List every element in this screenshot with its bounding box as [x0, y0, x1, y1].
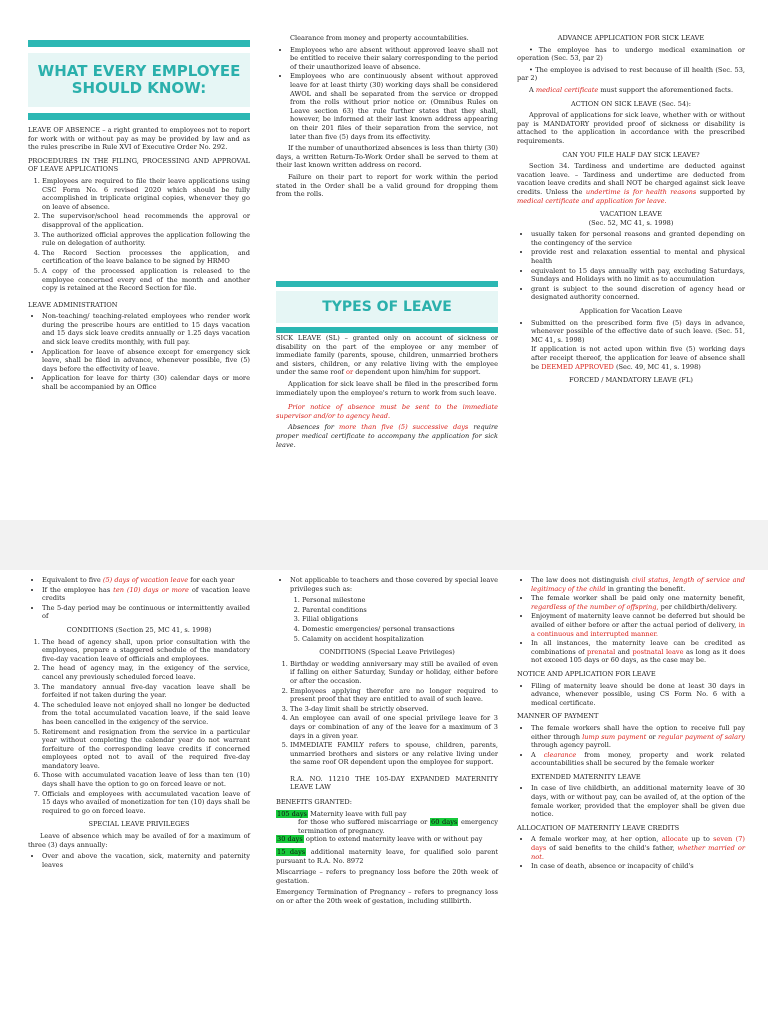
leave-of-absence-definition: LEAVE OF ABSENCE – a right granted to employees not to report for work with or without pay as may be provided by law and as the rules prescribe in Rule XVI of Executive Order No. 292. — [28, 126, 250, 152]
list-item: • In all instances, the maternity leave can be credited as combinations of prenatal and postnatal leave as long as it does not exceed 105 days or 60 days, as the case may be. — [531, 639, 745, 665]
procedures-heading: PROCEDURES IN THE FILING, PROCESSING AND APPROVAL OF LEAVE APPLICATIONS — [28, 156, 250, 174]
list-item: • If the employee has ten (10) days or more of vacation leave credits — [42, 586, 250, 603]
list-item: • usually taken for personal reasons and granted depending on the contingency of the service — [531, 230, 745, 247]
action-on-sick-leave-heading: ACTION ON SICK LEAVE (Sec. 54): — [571, 99, 691, 108]
conditions-spl-heading: CONDITIONS (Special Leave Privileges) — [319, 648, 455, 657]
list-item: • In case of death, absence or incapacity of child's — [531, 862, 745, 871]
conditions-list — [28, 638, 250, 816]
leave-administration-heading: LEAVE ADMINISTRATION — [28, 300, 118, 309]
column-1 — [28, 126, 250, 395]
maternity-law-heading: R.A. NO. 11210 THE 105-DAY EXPANDED MATERNITY LEAVE LAW — [290, 774, 498, 792]
list-item: • Application for leave of absence except for emergency sick leave, shall be filed in advance, whenever possible, five (5) days before the effectivity of leave. — [42, 348, 250, 374]
privilege-types-list — [276, 596, 498, 643]
notice-list — [517, 682, 745, 708]
list-item: 7. Officials and employees with accumulated vacation leave of 15 days who availed of monetization for ten (10) days shall be required to go on forced leave. — [42, 790, 250, 816]
list-item: • Non-teaching/ teaching-related employees who render work during the prescribe hours are entitled to 15 days vacation and 15 days sick leave credits annually or 1.25 days vacation and sick leave credits monthly, with full pay. — [42, 312, 250, 346]
list-item: • Enjoyment of maternity leave cannot be deferred but should be availed of either before or after the actual period of delivery, in a continuous and interrupted manner. — [531, 612, 745, 638]
list-item: • Not applicable to teachers and those covered by special leave privileges such as: — [290, 576, 498, 593]
application-vacation-list — [517, 319, 745, 372]
medical-certificate-text: A medical certificate must support the aforementioned facts. — [529, 85, 734, 94]
types-of-leave-title: TYPES OF LEAVE — [322, 299, 452, 315]
column-3 — [517, 576, 745, 874]
miscarriage-definition: Miscarriage – refers to pregnancy loss before the 20th week of gestation. — [276, 868, 498, 885]
forced-leave-heading: FORCED / MANDATORY LEAVE (FL) — [569, 376, 693, 385]
benefits-heading: BENEFITS GRANTED: — [276, 798, 352, 807]
sick-leave-definition: SICK LEAVE (SL) – granted only on account of sickness or disability on the part of the employee or any member of immediate family (parents, spouse, children, unmarried brothers and sisters, children, or any relative living with the employee under the same roof or dependent upon him/him for support. — [276, 334, 498, 377]
list-item: • Employees who are absent without approved leave shall not be entitled to receive their salary corresponding to the period of their unauthorized leave of absence. — [290, 46, 498, 72]
list-item: 5. Retirement and resignation from the service in a particular year without completing the calendar year do not warrant forfeiture of the corresponding leave credits if concerned employees opted not to avail of the required five-day mandatory leave. — [42, 728, 250, 771]
allocation-list — [517, 835, 745, 870]
list-item: • Application for leave for thirty (30) calendar days or more shall be accompanied by an Office — [42, 374, 250, 391]
list-item: 1. Personal milestone — [302, 596, 498, 605]
absences-text: Absences for more than five (5) successive days require proper medical certificate to accompany the application for sick leave. — [276, 423, 498, 449]
column-2 — [276, 34, 498, 202]
special-leave-text: Leave of absence which may be availed of for a maximum of three (3) days annually: — [28, 832, 250, 849]
conditions-heading: CONDITIONS (Section 25, MC 41, s. 1998) — [66, 625, 212, 634]
list-item: 6. Those with accumulated vacation leave of less than ten (10) days shall have the option to go on forced leave or not. — [42, 771, 250, 788]
page-gap — [0, 520, 768, 570]
list-item: • A clearance from money, property and work related accountabilities shall be secured by the female worker — [531, 751, 745, 768]
list-item: 4. An employee can avail of one special privilege leave for 3 days or combination of any of the leave for a maximum of 3 days in a given year. — [290, 714, 498, 740]
termination-definition: Emergency Termination of Pregnancy – refers to pregnancy loss on or after the 20th week of gestation, including stillbirth. — [276, 888, 498, 905]
list-item: 2. The supervisor/school head recommends the approval or disapproval of the application. — [42, 212, 250, 229]
page-two — [0, 570, 768, 1024]
maternity-rules-list — [517, 576, 745, 665]
benefit-15-days: 15 days additional maternity leave, for qualified solo parent pursuant to R.A. No. 8972 — [276, 848, 499, 865]
list-item: • A female worker may, at her option, allocate up to seven (7) days of said benefits to the child's father, whether married or not. — [531, 835, 745, 861]
list-item: • The female workers shall have the option to receive full pay either through lump sum payment or regular payment of salary through agency payroll. — [531, 724, 745, 750]
manner-list — [517, 724, 745, 768]
column-2-lower — [276, 334, 498, 452]
list-item: • Equivalent to five (5) days of vacation leave for each year — [42, 576, 250, 585]
list-item: • grant is subject to the sound discretion of agency head or designated authority concerned. — [531, 285, 745, 302]
not-applicable-list — [276, 576, 498, 593]
list-item: 4. Domestic emergencies/ personal transactions — [302, 625, 498, 634]
prior-notice-text: Prior notice of absence must be sent to the immediate supervisor and/or to agency head. — [276, 403, 498, 420]
advance-sick-leave-heading: ADVANCE APPLICATION FOR SICK LEAVE — [557, 34, 705, 42]
awol-list — [276, 46, 498, 142]
list-item: 3. The mandatory annual five-day vacation leave shall be forfeited if not taken during the year. — [42, 683, 250, 700]
clearance-text: Clearance from money and property accountabilities. — [290, 34, 469, 42]
list-item: 5. IMMEDIATE FAMILY refers to spouse, children, parents, unmarried brothers and sisters or any relative living under the same roof OR dependent upon the employee for support. — [290, 741, 498, 767]
extended-maternity-heading: EXTENDED MATERNITY LEAVE — [531, 772, 641, 781]
list-item: 2. Employees applying therefor are no longer required to present proof that they are entitled to avail of such leave. — [290, 687, 498, 704]
column-3 — [517, 34, 745, 388]
list-item: If application is not acted upon within five (5) working days after receipt thereof, the application for leave of absence shall be DEEMED APPROVED (Sec. 49, MC 41, s. 1998) — [531, 345, 745, 371]
sick-leave-application: Application for sick leave shall be filed in the prescribed form immediately upon the employee's return to work from such leave. — [276, 379, 498, 397]
benefit-105-days: 105 days Maternity leave with full pay — [277, 809, 407, 818]
list-item: • provide rest and relaxation essential to mental and physical health — [531, 248, 745, 265]
action-text: Approval of applications for sick leave, whether with or without pay is MANDATORY provided proof of sickness or disability is attached to the application in accordance with the prescribed requirements. — [517, 111, 745, 145]
forced-leave-list — [28, 576, 250, 621]
procedures-list — [28, 177, 250, 293]
special-leave-heading: SPECIAL LEAVE PRIVILEGES — [88, 820, 190, 829]
benefit-60-days: for those who suffered miscarriage or 60 days emergency termination of pregnancy. — [298, 818, 498, 835]
conditions-spl-list — [276, 660, 498, 767]
advance-item: • The employee has to undergo medical examination or operation (Sec. 53, par 2) — [517, 45, 745, 63]
list-item: • Submitted on the prescribed form five (5) days in advance, whenever possible of the effective date of such leave. (Sec. 51, MC 41, s. 1998) — [531, 319, 745, 345]
list-item: • Filing of maternity leave should be done at least 30 days in advance, whenever possible, using CS Form No. 6 with a medical certificate. — [531, 682, 745, 708]
list-item: 1. The head of agency shall, upon prior consultation with the employees, prepare a staggered schedule of the mandatory five-day vacation leave of officials and employees. — [42, 638, 250, 664]
advance-item: • The employee is advised to rest because of ill health (Sec. 53, par 2) — [517, 65, 745, 83]
admin-list — [28, 312, 250, 391]
vacation-leave-heading: VACATION LEAVE — [600, 210, 662, 219]
extended-list — [517, 784, 745, 818]
types-of-leave-banner — [276, 281, 498, 333]
half-day-heading: CAN YOU FILE HALF DAY SICK LEAVE? — [562, 150, 700, 159]
list-item: 1. Birthday or wedding anniversary may still be availed of even if falling on either Saturday, Sunday or holiday, either before or after the occasion. — [290, 660, 498, 686]
column-2 — [276, 576, 498, 909]
vacation-list — [517, 230, 745, 302]
allocation-heading: ALLOCATION OF MATERNITY LEAVE CREDITS — [517, 823, 680, 832]
banner-title: WHAT EVERY EMPLOYEE SHOULD KNOW: — [37, 62, 241, 97]
benefit-30-days: 30 days option to extend maternity leave with or without pay — [277, 835, 483, 844]
list-item: 1. Employees are required to file their leave applications using CSC Form No. 6 revised 2020 which should be fully accomplished in triplicate original copies, whenever they go on leave of absence. — [42, 177, 250, 211]
list-item: • equivalent to 15 days annually with pay, excluding Saturdays, Sundays and Holidays with no limit as to accumulation — [531, 267, 745, 284]
list-item: • The 5-day period may be continuous or intermittently availed of — [42, 604, 250, 621]
notice-heading: NOTICE AND APPLICATION FOR LEAVE — [517, 669, 656, 678]
half-day-text: Section 34. Tardiness and undertime are deducted against vacation leave. – Tardiness and undertime are deducted from vacation leave credits and shall NOT be charged against sick leave credits. Unless the undertime is for health reasons supported by medical certificate and application for leave. — [517, 162, 745, 205]
list-item: 5. A copy of the processed application is released to the employee concerned every end of the month and another copy is retained at the Record Section for file. — [42, 267, 250, 293]
list-item: • In case of live childbirth, an additional maternity leave of 30 days, with or without pay, can be availed of, at the option of the female worker, provided that the employer shall be given due notice. — [531, 784, 745, 818]
list-item: • Over and above the vacation, sick, maternity and paternity leaves — [42, 852, 250, 869]
special-leave-list — [28, 852, 250, 869]
return-to-work-text: If the number of unauthorized absences is less than thirty (30) days, a written Return-To-Work Order shall be served to them at their last known written address on record. — [276, 144, 498, 170]
list-item: 4. The Record Section processes the application, and certification of the leave balance to be signed by HRMO — [42, 249, 250, 266]
list-item: 3. Filial obligations — [302, 615, 498, 624]
list-item: 3. The 3-day limit shall be strictly observed. — [290, 705, 498, 714]
header-banner — [28, 40, 250, 120]
list-item: • The female worker shall be paid only one maternity benefit, regardless of the number of offspring, per childbirth/delivery. — [531, 594, 745, 611]
list-item: • Employees who are continuously absent without approved leave for at least thirty (30) working days shall be considered AWOL and shall be separated from the service or dropped from the rolls without prior notice or. (Omnibus Rules on Leave section 63) the rule further states that they shall, however, be informed at their last known address appearing on their 201 files of their separation from the service, not later than five (5) days from its effectivity. — [290, 72, 498, 141]
list-item: 2. The head of agency may, in the exigency of the service, cancel any previously scheduled forced leave. — [42, 664, 250, 681]
column-1 — [28, 576, 250, 872]
list-item: 3. The authorized official approves the application following the rule on delegation of authority. — [42, 231, 250, 248]
failure-text: Failure on their part to report for work within the period stated in the Order shall be a valid ground for dropping them from the rolls. — [276, 172, 498, 199]
list-item: 5. Calamity on accident hospitalization — [302, 635, 498, 644]
list-item: 2. Parental conditions — [302, 606, 498, 615]
list-item: 4. The scheduled leave not enjoyed shall no longer be deducted from the total accumulated vacation leave, if the said leave has been cancelled in the exigency of the service. — [42, 701, 250, 727]
manner-of-payment-heading: MANNER OF PAYMENT — [517, 712, 599, 721]
list-item: • The law does not distinguish civil status, length of service and legitimacy of the child in granting the benefit. — [531, 576, 745, 593]
vacation-leave-ref: (Sec. 52, MC 41, s. 1998) — [588, 218, 674, 227]
application-vacation-heading: Application for Vacation Leave — [579, 307, 683, 316]
